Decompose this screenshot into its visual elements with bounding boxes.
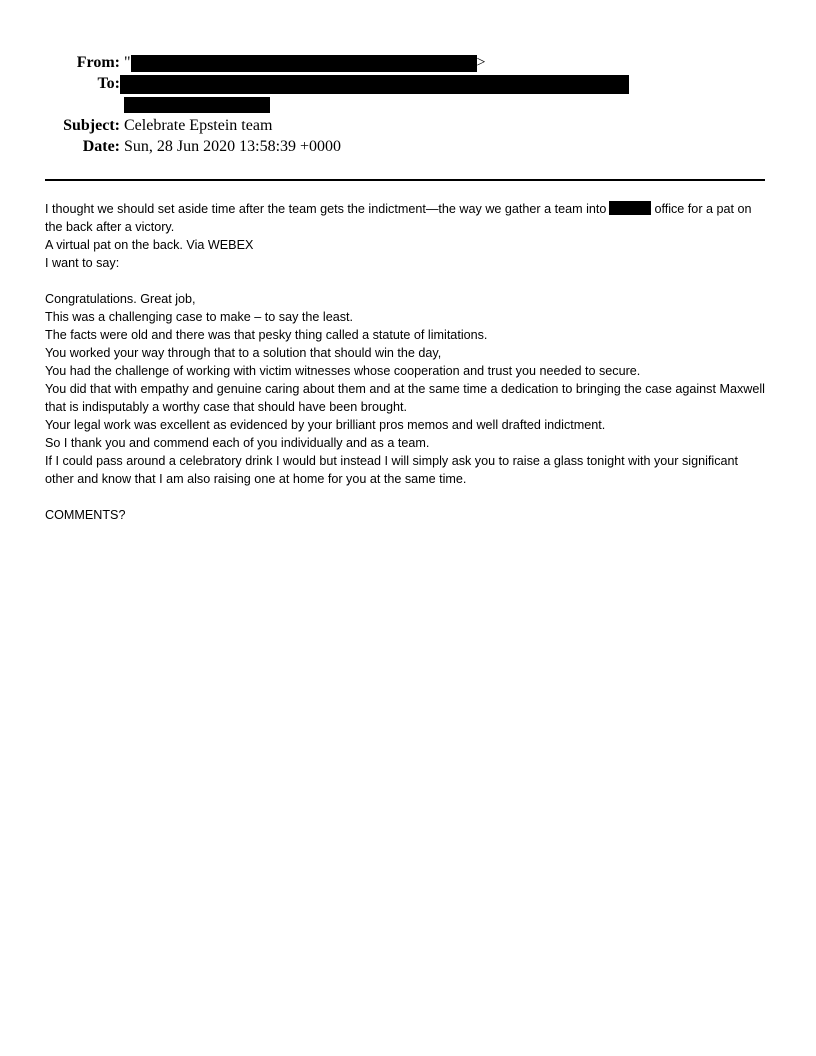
subject-label: Subject: (63, 117, 120, 134)
header-divider (45, 179, 765, 181)
from-value (124, 52, 486, 73)
body-line: This was a challenging case to make – to say the least. (45, 310, 354, 324)
body-paragraph (45, 200, 770, 236)
subject-value: Celebrate Epstein team (124, 117, 273, 134)
body-text: I thought we should set aside time after the team gets the indictment—the way we gather a team into (45, 202, 607, 216)
date-row (0, 136, 816, 157)
body-line: So I thank you and commend each of you individually and as a team. (45, 436, 430, 450)
email-body (45, 200, 770, 524)
body-line: If I could pass around a celebratory drink I would but instead I will simply ask you to raise a glass tonight with your significant other and know that I am also raising one at home for you at the same time. (45, 454, 739, 486)
from-suffix: > (476, 54, 486, 71)
redaction-bar (131, 55, 477, 72)
body-line: Congratulations. Great job, (45, 292, 196, 306)
redaction-bar (120, 75, 629, 94)
body-line: You had the challenge of working with victim witnesses whose cooperation and trust you needed to secure. (45, 364, 641, 378)
from-prefix: " (124, 54, 131, 71)
body-line: You did that with empathy and genuine caring about them and at the same time a dedication to bringing the case against Maxwell that is indisputably a worthy case that should have been brought. (45, 382, 765, 414)
to-label: To: (97, 75, 120, 92)
body-paragraph: I want to say: (45, 256, 120, 270)
redaction-bar (609, 201, 651, 215)
to-row-continued (0, 94, 816, 115)
body-line: The facts were old and there was that pesky thing called a statute of limitations. (45, 328, 488, 342)
subject-row (0, 115, 816, 136)
to-value-continued (124, 94, 270, 115)
spacer (45, 488, 770, 506)
date-value: Sun, 28 Jun 2020 13:58:39 +0000 (124, 138, 342, 155)
redaction-bar (124, 97, 270, 113)
from-label: From: (76, 54, 120, 71)
body-line: Your legal work was excellent as evidenced by your brilliant pros memos and well drafted indictment. (45, 418, 606, 432)
body-line: You worked your way through that to a solution that should win the day, (45, 346, 442, 360)
spacer (45, 272, 770, 290)
email-header (0, 52, 816, 157)
closing-line: COMMENTS? (45, 508, 126, 522)
date-label: Date: (82, 138, 120, 155)
to-row (0, 73, 816, 94)
from-row (0, 52, 816, 73)
to-value (120, 73, 629, 94)
body-paragraph: A virtual pat on the back. Via WEBEX (45, 238, 254, 252)
body-text: office for a pat on the back after a victory. (45, 202, 752, 234)
